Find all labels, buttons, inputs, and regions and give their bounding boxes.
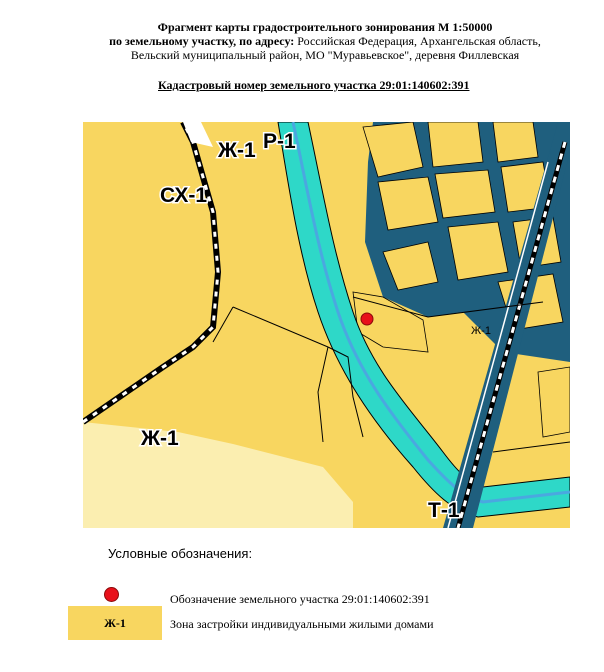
parcel-legend-marker [104,587,119,602]
map-title: Фрагмент карты градостроительного зонирования М 1:50000 [157,20,493,34]
address-line-2: Вельский муниципальный район, МО "Муравьевское", деревня Филлевская [130,48,520,62]
cadastral-number: Кадастровый номер земельного участка 29:01:140602:391 [158,78,470,92]
label-zh1-top: Ж-1 [218,139,256,162]
legend-title: Условные обозначения: [108,546,253,561]
legend-zone-code: Ж-1 [104,616,126,630]
legend-parcel-text: Обозначение земельного участка 29:01:140602:391 [170,592,430,606]
address-prefix: по земельному участку, по адресу: [109,34,295,48]
zoning-map [83,122,570,528]
address-text-1: Российская Федерация, Архангельская область, [294,34,541,48]
label-zh1-right: Ж-1 [471,325,491,337]
label-sx1: СХ-1 [160,184,208,207]
label-r1: Р-1 [263,130,296,153]
parcel-marker [361,313,373,325]
legend-zone-swatch [68,606,162,640]
label-t1: Т-1 [428,499,460,522]
legend-zone-text: Зона застройки индивидуальными жилыми домами [170,617,434,631]
address-line-1 [40,34,604,48]
label-zh1-main: Ж-1 [141,427,179,450]
